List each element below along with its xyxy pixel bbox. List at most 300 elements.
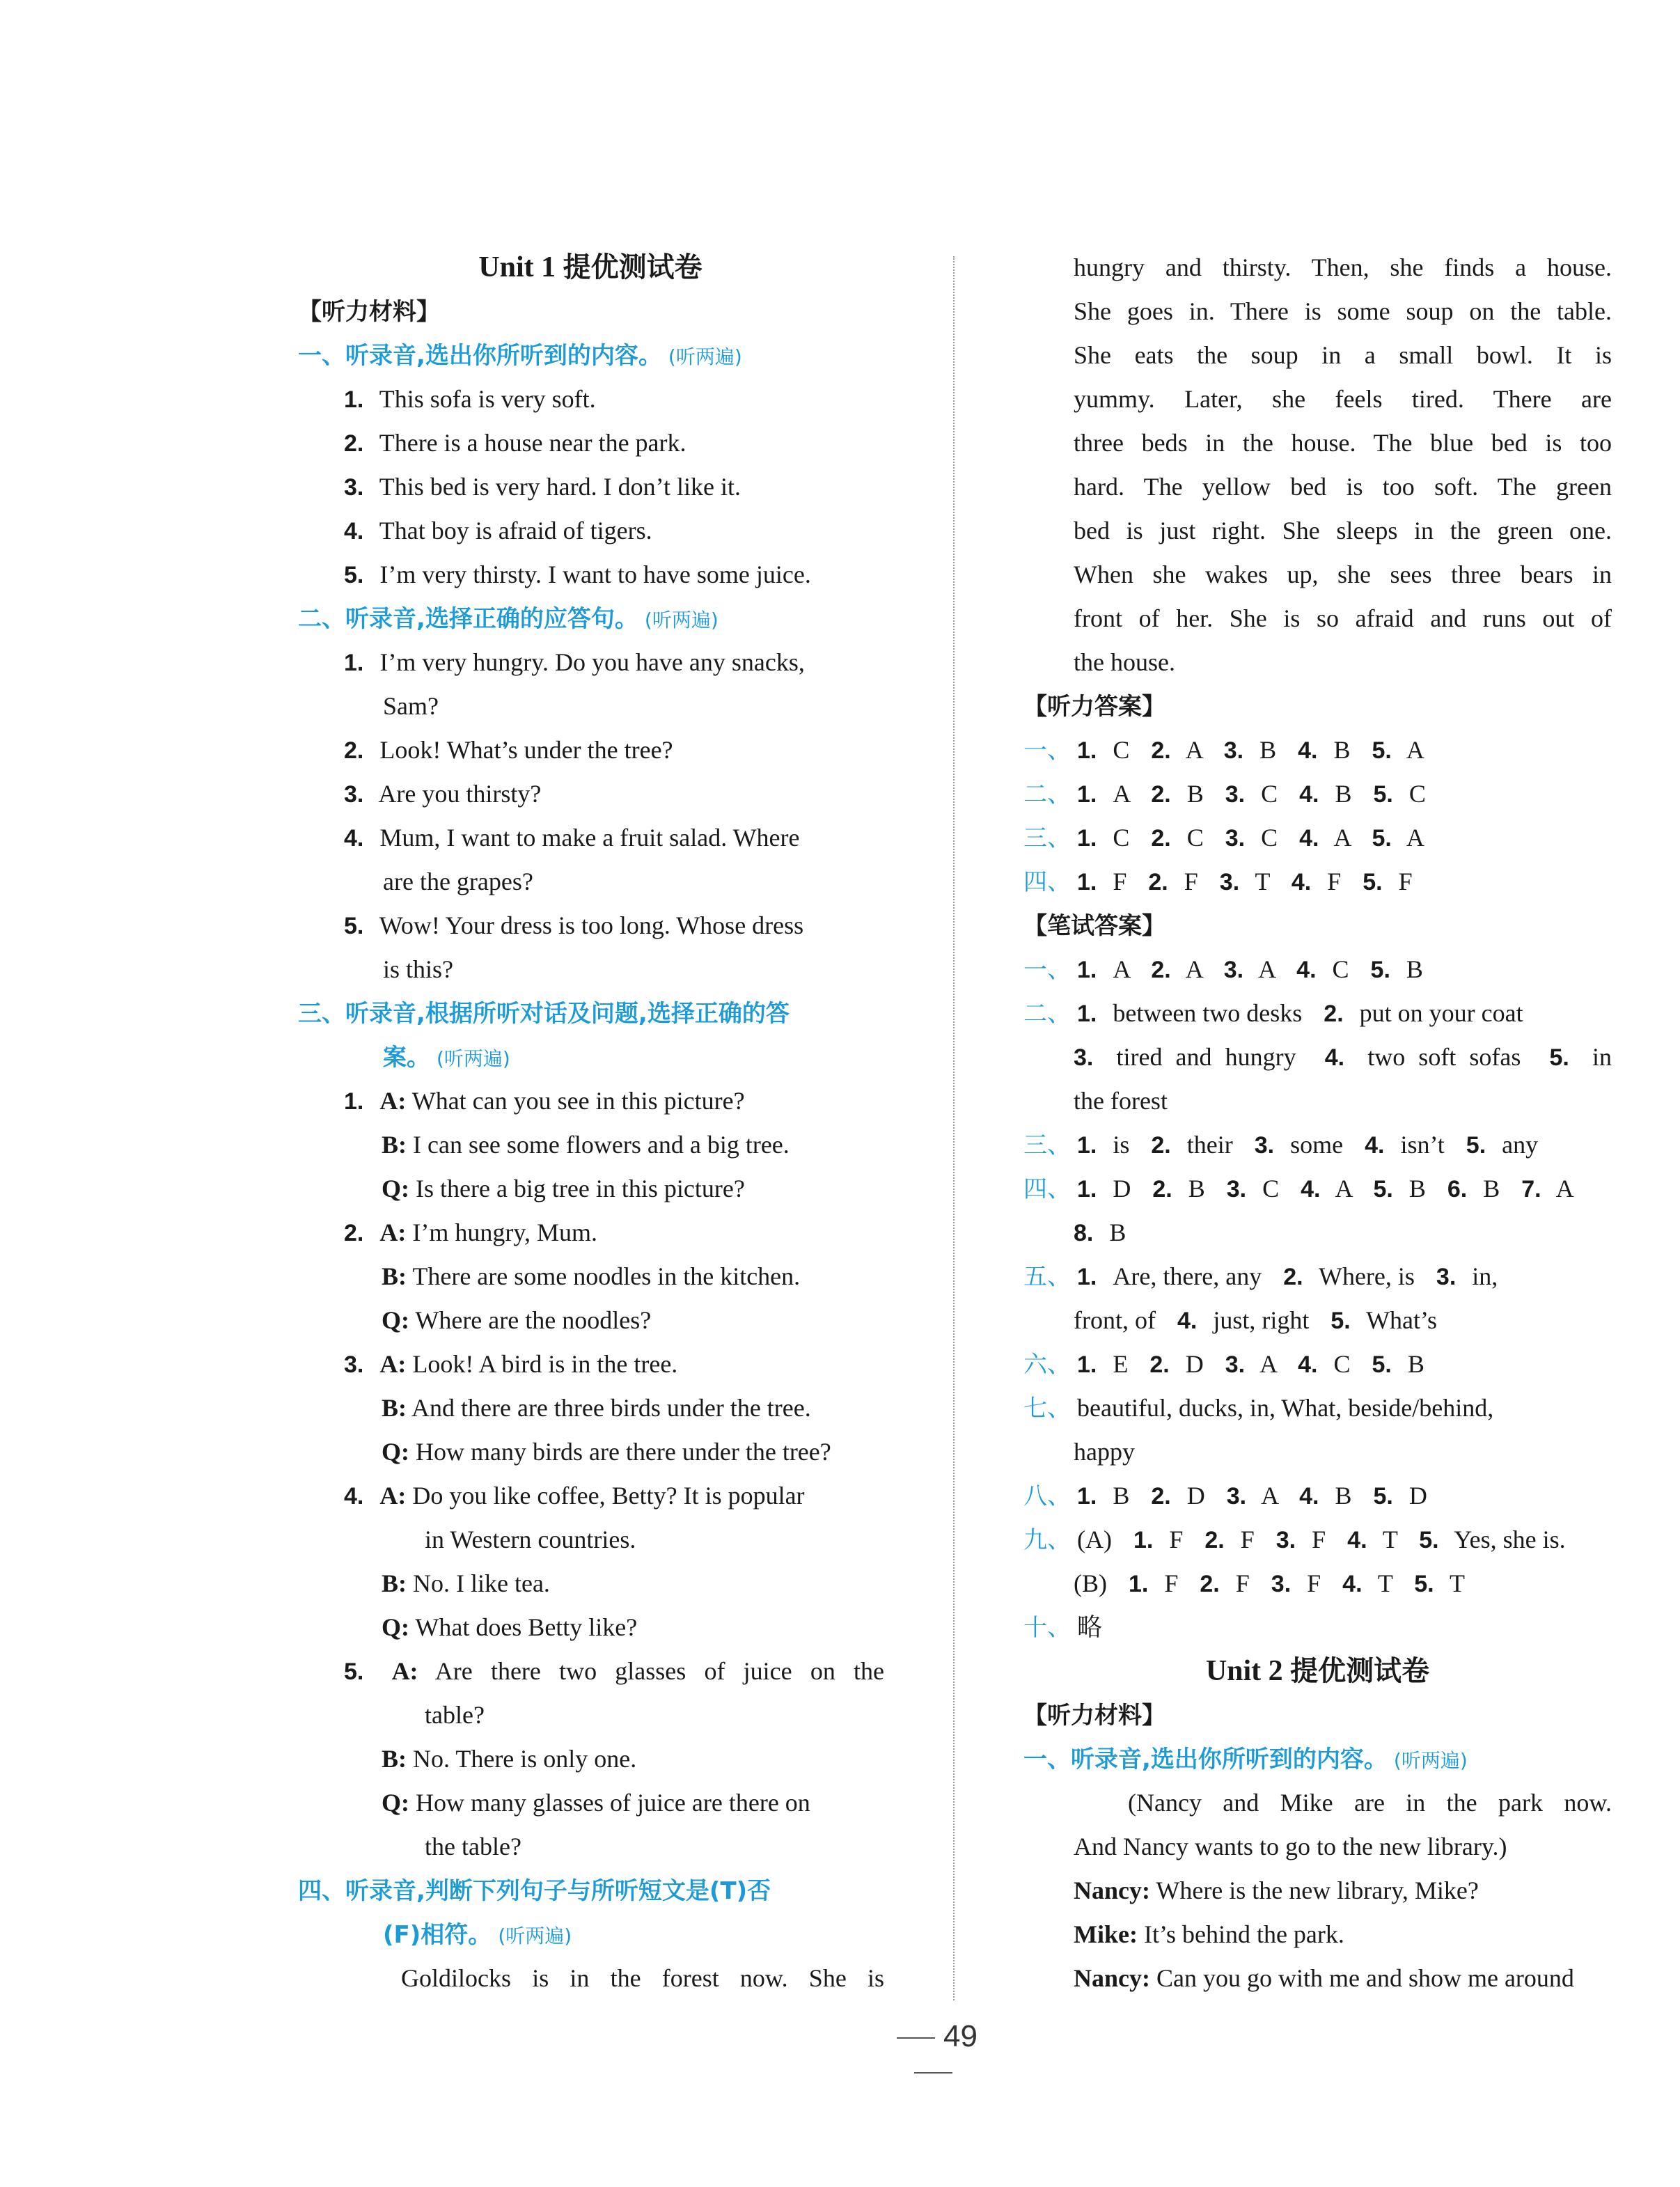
speaker-label: Q: — [382, 1438, 409, 1466]
item-number: 5. — [1373, 781, 1393, 808]
speaker-label: Nancy: — [1074, 1964, 1150, 1992]
item-number: 3. — [1254, 1132, 1275, 1159]
item-number: 5. — [1373, 1483, 1393, 1510]
line-text: the forest — [1074, 1087, 1168, 1115]
line-text: D — [1186, 1482, 1205, 1510]
text-line — [382, 1128, 790, 1161]
line-text: This bed is very hard. I don’t like it. — [379, 473, 741, 501]
line-text: Sam? — [383, 692, 439, 720]
line-text: in, — [1472, 1262, 1498, 1290]
text-line — [1023, 1391, 1493, 1425]
line-text: isn’t — [1400, 1131, 1445, 1159]
text-line — [382, 1435, 831, 1468]
item-number: 4. — [344, 825, 364, 852]
bracket-heading: 【听力材料】 — [298, 298, 440, 326]
item-number: 3. — [1225, 781, 1246, 808]
speaker-label: Nancy: — [1074, 1876, 1150, 1904]
section-marker: 八、 — [1023, 1482, 1071, 1510]
speaker-label: Q: — [382, 1306, 409, 1334]
item-number: 5. — [1372, 825, 1392, 852]
text-line — [383, 953, 453, 986]
line-text: A — [1185, 955, 1202, 983]
text-line — [1074, 426, 1612, 460]
text-line — [383, 1918, 572, 1951]
item-number: 4. — [1298, 1351, 1318, 1378]
line-text: Where is the new library, Mike? — [1156, 1876, 1479, 1904]
speaker-label: A: — [379, 1350, 407, 1378]
item-number: 5. — [1330, 1308, 1351, 1334]
text-line — [1074, 1830, 1507, 1863]
text-line — [344, 514, 652, 547]
text-line — [382, 1742, 636, 1776]
unit-title: Unit 2 — [1205, 1655, 1291, 1687]
line-text: table? — [425, 1701, 485, 1729]
line-text: is — [1113, 1131, 1130, 1159]
item-number: 4. — [344, 1483, 364, 1510]
line-text: B — [1113, 1482, 1130, 1510]
unit-title: Unit 1 — [478, 251, 563, 283]
line-text: Can you go with me and show me around — [1156, 1964, 1574, 1992]
page-number-text: 49 — [943, 2019, 978, 2053]
text-line — [1023, 1172, 1574, 1205]
text-line — [1074, 251, 1612, 284]
text-line — [344, 558, 811, 591]
line-text: B — [1259, 736, 1277, 764]
line-text: When she wakes up, she sees three bears in — [1074, 561, 1612, 588]
text-line — [1023, 1742, 1468, 1776]
line-text: B — [1188, 1175, 1205, 1202]
text-line — [382, 1567, 550, 1600]
line-text: F — [1184, 868, 1198, 895]
section-marker: 一、 — [1023, 737, 1071, 765]
line-text: C — [1113, 824, 1130, 852]
item-number: 1. — [344, 650, 364, 676]
unit-title-cn: 提优测试卷 — [1290, 1655, 1430, 1687]
item-number: 7. — [1521, 1176, 1541, 1202]
line-text: Goldilocks is in the forest now. She is — [401, 1964, 884, 1992]
text-line — [1023, 1128, 1538, 1161]
item-number: 3. — [1223, 737, 1244, 764]
line-text: A — [1406, 824, 1424, 852]
text-line — [1074, 1435, 1135, 1468]
section-note: (听两遍) — [1393, 1749, 1468, 1772]
item-number: 5. — [1370, 957, 1390, 983]
text-line — [298, 251, 883, 284]
item-number: 1. — [1077, 781, 1097, 808]
item-number: 4. — [1296, 957, 1317, 983]
item-number: 4. — [1301, 1176, 1321, 1202]
line-text: E — [1113, 1350, 1129, 1378]
line-text: C — [1261, 824, 1278, 852]
text-line — [344, 382, 596, 416]
item-number: 4. — [1324, 1044, 1345, 1071]
line-text: Are, there, any — [1113, 1262, 1262, 1290]
speaker-label: A: — [379, 1482, 407, 1510]
text-line — [1074, 338, 1612, 372]
text-line — [298, 338, 742, 372]
section-marker: 九、 — [1023, 1526, 1071, 1554]
section-heading: 一、听录音,选出你所听到的内容。 — [298, 342, 662, 370]
item-number: 2. — [1324, 1001, 1344, 1027]
item-number: 1. — [1077, 1132, 1097, 1159]
item-number: 4. — [1298, 737, 1318, 764]
text-line — [1023, 821, 1424, 854]
line-text: C — [1333, 1350, 1351, 1378]
line-text: T — [1255, 868, 1270, 895]
section-heading: 一、听录音,选出你所听到的内容。 — [1023, 1746, 1388, 1773]
dash-left — [897, 2037, 935, 2039]
line-text: And Nancy wants to go to the new library.) — [1074, 1833, 1507, 1860]
text-line — [344, 821, 800, 854]
line-text: Mum, I want to make a fruit salad. Where — [379, 824, 800, 852]
line-text: A — [1113, 955, 1130, 983]
text-line — [1023, 953, 1423, 986]
line-text: any — [1502, 1131, 1539, 1159]
line-text: in Western countries. — [425, 1526, 636, 1553]
item-number: 1. — [1077, 1483, 1097, 1510]
line-text: F — [1307, 1569, 1321, 1597]
speaker-label: A: — [391, 1657, 418, 1685]
speaker-label: Q: — [382, 1789, 409, 1817]
section-marker: 五、 — [1023, 1263, 1071, 1291]
text-line — [1074, 295, 1612, 328]
text-line — [344, 1216, 597, 1249]
line-text: three beds in the house. The blue bed is too — [1074, 429, 1612, 457]
item-number: 1. — [1077, 957, 1097, 983]
line-text: A — [1185, 736, 1202, 764]
line-text: A — [1333, 824, 1351, 852]
text-line — [298, 996, 790, 1030]
line-text: I’m hungry, Mum. — [412, 1218, 597, 1246]
line-text: B — [1109, 1218, 1126, 1246]
section-marker: 七、 — [1023, 1395, 1071, 1422]
line-text: some — [1290, 1131, 1344, 1159]
text-line — [1023, 777, 1426, 810]
text-line — [1074, 1303, 1437, 1337]
line-text: How many glasses of juice are there on — [416, 1789, 810, 1817]
speaker-label: B: — [382, 1569, 407, 1597]
line-text: F — [1169, 1526, 1184, 1553]
text-line — [298, 295, 440, 328]
line-text: I’m very hungry. Do you have any snacks, — [379, 648, 805, 676]
section-heading: (F)相符。 — [383, 1921, 492, 1949]
text-line — [1023, 1654, 1612, 1688]
line-text: their — [1186, 1131, 1233, 1159]
line-text: Wow! Your dress is too long. Whose dress — [379, 911, 804, 939]
item-number: 2. — [344, 430, 364, 457]
text-line — [344, 470, 741, 503]
line-text: A — [1259, 1350, 1277, 1378]
text-line — [1023, 865, 1413, 898]
speaker-label: A: — [379, 1218, 407, 1246]
item-number: 2. — [1151, 737, 1171, 764]
line-text: What does Betty like? — [415, 1613, 638, 1641]
column-divider — [953, 256, 955, 2000]
section-marker: 三、 — [1023, 1131, 1071, 1159]
item-number: 2. — [344, 1220, 364, 1246]
text-line — [382, 1610, 637, 1644]
item-number: 4. — [1347, 1527, 1367, 1553]
line-text: Look! A bird is in the tree. — [412, 1350, 678, 1378]
line-text: Is there a big tree in this picture? — [416, 1175, 745, 1202]
item-number: 2. — [1151, 781, 1171, 808]
line-text: T — [1449, 1569, 1465, 1597]
line-text: D — [1408, 1482, 1427, 1510]
section-marker: 二、 — [1023, 1000, 1071, 1028]
text-line — [1074, 1961, 1574, 1995]
line-text: C — [1262, 1175, 1280, 1202]
line-text: T — [1382, 1526, 1398, 1553]
item-number: 3. — [1275, 1527, 1296, 1553]
line-text: the house. — [1074, 648, 1175, 676]
line-text: B — [1408, 1175, 1426, 1202]
section-marker: 十、 — [1023, 1614, 1071, 1642]
line-text: How many birds are there under the tree? — [416, 1438, 831, 1466]
line-text: the table? — [425, 1833, 521, 1860]
text-line — [1074, 470, 1612, 503]
line-text: She goes in. There is some soup on the table. — [1074, 297, 1612, 325]
line-text: put on your coat — [1359, 999, 1523, 1027]
text-line — [344, 909, 803, 942]
item-number: 2. — [1148, 869, 1168, 895]
line-text: B — [1335, 1482, 1352, 1510]
line-text: front, of — [1074, 1306, 1156, 1334]
line-text: C — [1261, 780, 1278, 808]
line-text: B — [1333, 736, 1351, 764]
item-number: 2. — [344, 737, 364, 764]
line-text: F — [1312, 1526, 1326, 1553]
item-number: 3. — [1226, 1483, 1247, 1510]
line-text: A — [1406, 736, 1424, 764]
line-text: hungry and thirsty. Then, she finds a house. — [1074, 253, 1612, 281]
line-text: C — [1113, 736, 1130, 764]
line-text: D — [1113, 1175, 1131, 1202]
text-line — [401, 1961, 884, 1995]
text-line — [1023, 689, 1165, 723]
item-number: 1. — [344, 1088, 364, 1115]
line-text: A — [1261, 1482, 1278, 1510]
text-line — [344, 1347, 677, 1381]
line-text: B — [1407, 1350, 1424, 1378]
line-text: B — [1186, 780, 1204, 808]
text-line — [425, 1698, 485, 1732]
text-line — [344, 1654, 884, 1688]
line-text: She eats the soup in a small bowl. It is — [1074, 341, 1612, 369]
item-number: 4. — [1299, 825, 1319, 852]
speaker-label: B: — [382, 1745, 407, 1773]
line-text: No. There is only one. — [413, 1745, 637, 1773]
line-text: hard. The yellow bed is too soft. The green — [1074, 473, 1612, 501]
line-text: F — [1113, 868, 1127, 895]
text-line — [383, 865, 533, 898]
bracket-heading: 【听力材料】 — [1023, 1702, 1165, 1730]
item-number: 2. — [1151, 957, 1171, 983]
item-number: 4. — [1365, 1132, 1385, 1159]
line-text: F — [1327, 868, 1342, 895]
speaker-label: B: — [382, 1394, 407, 1422]
item-number: 3. — [1225, 1351, 1246, 1378]
line-text: just, right — [1213, 1306, 1310, 1334]
line-text: beautiful, ducks, in, What, beside/behind, — [1077, 1394, 1494, 1422]
text-line — [382, 1786, 810, 1819]
line-text: There are some noodles in the kitchen. — [412, 1262, 801, 1290]
item-number: 1. — [1077, 1264, 1097, 1290]
text-line — [425, 1830, 521, 1863]
item-number: 2. — [1151, 1132, 1171, 1159]
item-number: 1. — [1077, 1001, 1097, 1027]
line-text: Are you thirsty? — [378, 780, 542, 808]
line-text: tired and hungry — [1116, 1043, 1296, 1071]
line-text: (Nancy and Mike are in the park now. — [1128, 1789, 1612, 1817]
text-line — [344, 777, 541, 810]
text-line — [1023, 1698, 1165, 1732]
line-text: A — [1113, 780, 1130, 808]
text-line — [1023, 1479, 1427, 1512]
line-text: happy — [1074, 1438, 1135, 1466]
text-line — [383, 689, 439, 723]
item-number: 5. — [1419, 1527, 1439, 1553]
item-number: 3. — [344, 474, 364, 501]
item-number: 4. — [1291, 869, 1312, 895]
line-text: What’s — [1366, 1306, 1438, 1334]
text-line — [1074, 1918, 1344, 1951]
text-line — [1074, 382, 1612, 416]
text-line — [1023, 1610, 1102, 1644]
bracket-heading: 【听力答案】 — [1023, 693, 1165, 721]
line-text: I’m very thirsty. I want to have some juice. — [379, 561, 811, 588]
text-line — [1023, 1523, 1566, 1556]
line-text: are the grapes? — [383, 868, 533, 895]
line-text: No. I like tea. — [413, 1569, 550, 1597]
item-number: 5. — [1549, 1044, 1569, 1071]
section-heading: 三、听录音,根据所听对话及问题,选择正确的答 — [298, 1000, 790, 1028]
item-number: 5. — [1373, 1176, 1393, 1202]
text-line — [382, 1391, 811, 1425]
line-text: I can see some flowers and a big tree. — [413, 1131, 790, 1159]
line-text: B — [1406, 955, 1423, 983]
item-number: 2. — [1152, 1176, 1172, 1202]
item-number: 5. — [1414, 1571, 1434, 1597]
section-marker: 二、 — [1023, 781, 1071, 808]
line-text: front of her. She is so afraid and runs out of — [1074, 604, 1612, 632]
item-number: 3. — [1271, 1571, 1292, 1597]
text-line — [1074, 602, 1612, 635]
line-text: C — [1186, 824, 1204, 852]
item-number: 1. — [1129, 1571, 1149, 1597]
item-number: 2. — [1283, 1264, 1303, 1290]
line-text: B — [1335, 780, 1352, 808]
text-line — [298, 1874, 771, 1907]
line-text: yummy. Later, she feels tired. There are — [1074, 385, 1612, 413]
item-number: 3. — [344, 1351, 364, 1378]
item-number: 5. — [1372, 1351, 1392, 1378]
line-text: D — [1185, 1350, 1204, 1378]
item-number: 1. — [1077, 825, 1097, 852]
text-line — [344, 1084, 745, 1118]
item-number: 2. — [1200, 1571, 1220, 1597]
section-note: (听两遍) — [498, 1925, 572, 1947]
text-line — [382, 1172, 745, 1205]
item-number: 1. — [1133, 1527, 1154, 1553]
line-text: in — [1592, 1043, 1612, 1071]
line-text: two soft sofas — [1367, 1043, 1521, 1071]
item-number: 2. — [1151, 1483, 1171, 1510]
line-text: T — [1377, 1569, 1393, 1597]
item-number: 5. — [1372, 737, 1392, 764]
item-number: 3. — [1226, 1176, 1247, 1202]
speaker-label: B: — [382, 1131, 407, 1159]
text-line — [298, 602, 719, 635]
line-text: Where, is — [1318, 1262, 1415, 1290]
item-number: 5. — [1363, 869, 1383, 895]
text-line — [1074, 1567, 1465, 1600]
bracket-heading: 【笔试答案】 — [1023, 912, 1165, 940]
line-text: F — [1235, 1569, 1250, 1597]
line-text: is this? — [383, 955, 454, 983]
section-heading: 二、听录音,选择正确的应答句。 — [298, 605, 638, 633]
line-text: That boy is afraid of tigers. — [379, 517, 652, 544]
speaker-label: A: — [379, 1087, 407, 1115]
line-text: (A) — [1077, 1526, 1112, 1553]
text-line — [425, 1523, 636, 1556]
line-text: And there are three birds under the tree. — [411, 1394, 811, 1422]
item-number: 3. — [1225, 825, 1246, 852]
dash-right — [914, 2072, 952, 2074]
line-text: B — [1483, 1175, 1500, 1202]
speaker-label: Mike: — [1074, 1920, 1138, 1948]
line-text: C — [1332, 955, 1349, 983]
text-line — [344, 426, 686, 460]
text-line — [382, 1303, 651, 1337]
text-line — [1074, 1084, 1168, 1118]
section-note: (听两遍) — [668, 345, 742, 368]
item-number: 1. — [1077, 737, 1097, 764]
text-line — [344, 733, 673, 767]
line-text: This sofa is very soft. — [379, 385, 596, 413]
text-line — [382, 1260, 800, 1293]
section-marker: 一、 — [1023, 956, 1071, 984]
item-number: 4. — [1342, 1571, 1363, 1597]
line-text: bed is just right. She sleeps in the green one. — [1074, 517, 1612, 544]
line-text: Yes, she is. — [1454, 1526, 1566, 1553]
line-text: F — [1164, 1569, 1179, 1597]
line-text: A — [1555, 1175, 1574, 1202]
text-line — [1074, 514, 1612, 547]
item-number: 4. — [1177, 1308, 1198, 1334]
section-marker: 四、 — [1023, 1175, 1071, 1203]
section-marker: 四、 — [1023, 868, 1071, 896]
speaker-label: B: — [382, 1262, 407, 1290]
item-number: 1. — [1077, 869, 1097, 895]
item-number: 4. — [344, 518, 364, 544]
item-number: 3. — [1219, 869, 1240, 895]
line-text: Are there two glasses of juice on the — [434, 1657, 884, 1685]
text-line — [1074, 1874, 1479, 1907]
text-line — [1128, 1786, 1612, 1819]
text-line — [383, 1040, 510, 1074]
text-line — [344, 1479, 805, 1512]
section-marker: 六、 — [1023, 1351, 1071, 1379]
text-line — [1023, 909, 1165, 942]
speaker-label: Q: — [382, 1613, 409, 1641]
item-number: 5. — [1466, 1132, 1486, 1159]
text-line — [1023, 733, 1424, 767]
text-line — [1023, 996, 1523, 1030]
line-text: A — [1258, 955, 1275, 983]
item-number: 6. — [1447, 1176, 1468, 1202]
item-number: 3. — [1223, 957, 1244, 983]
line-text: Look! What’s under the tree? — [379, 736, 673, 764]
